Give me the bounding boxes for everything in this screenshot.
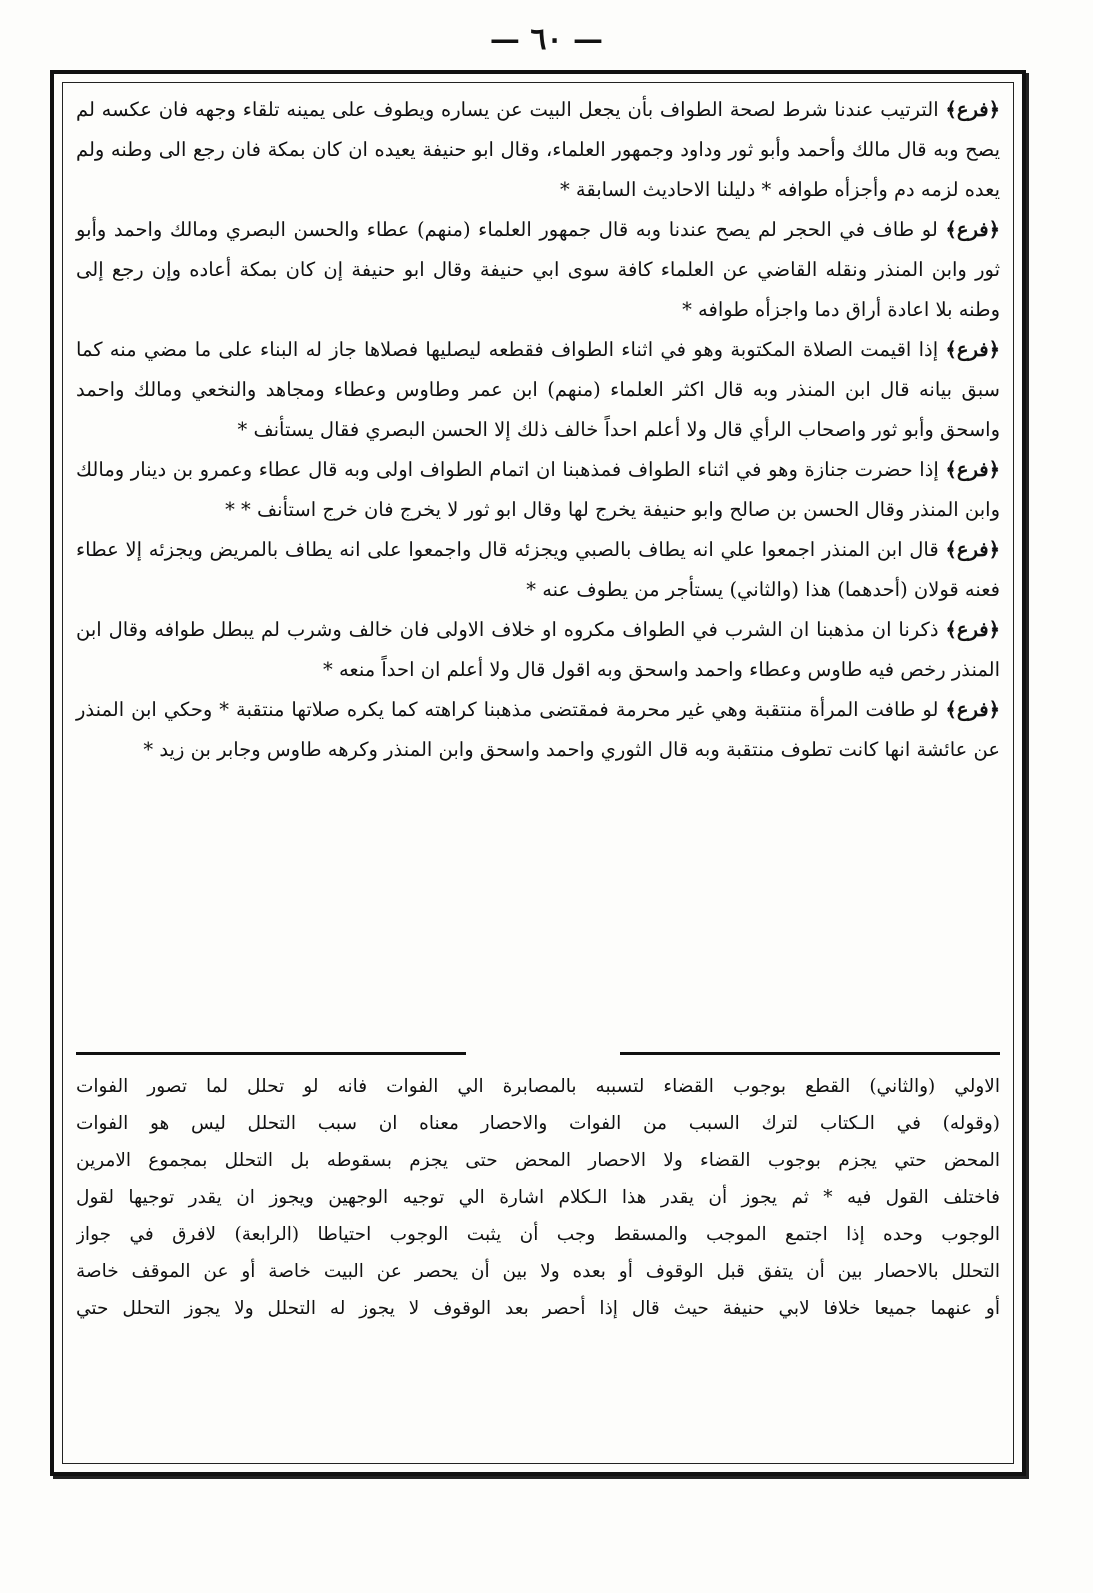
footnote-line: المحض حتي يجزم بوجوب القضاء ولا الاحصار المحض حتى يجزم بسقوطه بل التحلل بمجموع الامرين [76,1150,1000,1171]
paragraph-text: لو طافت المرأة منتقبة وهي غير محرمة فمقتضى مذهبنا كراهته كما يكره صلاتها منتقبة * وحكي ابن المنذر عن عائشة انها كانت تطوف منتقبة وبه قال الثوري واحمد واسحق وابن المنذر وكرهه طاوس وجابر بن زيد * [76,698,1000,761]
paragraph-text: لو طاف في الحجر لم يصح عندنا وبه قال جمهور العلماء (منهم) عطاء والحسن البصري ومالك واحمد وأبو ثور وابن المنذر ونقله القاضي عن العلماء كافة سوى ابي حنيفة وقال ابو حنيفة إن كان بمكة أعاده وإن رجع إلى وطنه بلا اعادة أراق دما واجزأه طوافه * [76,218,1000,321]
paragraph-label: ﴿فرع﴾ [945,338,1000,361]
paragraph-text: ذكرنا ان مذهبنا ان الشرب في الطواف مكروه او خلاف الاولى فان خالف وشرب لم يبطل طوافه وقال ابن المنذر رخص فيه طاوس وعطاء واحمد واسحق وبه اقول قال ولا أعلم ان احداً منعه * [76,618,1000,681]
main-text-body [76,90,1000,770]
paragraph-text: إذا حضرت جنازة وهو في اثناء الطواف فمذهبنا ان اتمام الطواف اولى وبه قال عطاء وعمرو بن دينار ومالك وابن المنذر وقال الحسن بن صالح وابو حنيفة يخرج لها وقال ابو ثور لا يخرج فان خرج استأنف * * [76,458,1000,521]
paragraph-far7 [76,690,1000,770]
separator-rule-left [76,1052,466,1055]
paragraph-label: ﴿فرع﴾ [945,538,1000,561]
text-frame [50,70,1026,1476]
paragraph-label: ﴿فرع﴾ [945,218,1000,241]
footnote-separator [76,1052,1000,1056]
paragraph-far5 [76,530,1000,610]
footnote-line: أو عنهما جميعا خلافا لابي حنيفة حيث قال إذا أحصر بعد الوقوف لا يجوز له التحلل ولا يجوز التحلل حتي [76,1298,1000,1319]
paragraph-text: الترتيب عندنا شرط لصحة الطواف بأن يجعل البيت عن يساره ويطوف على يمينه تلقاء وجهه فان عكسه لم يصح وبه قال مالك وأحمد وأبو ثور وداود وجمهور العلماء، وقال ابو حنيفة يعيده ان كان بمكة فان رجع الى وطنه ولم يعده لزمه دم وأجزأه طوافه * دليلنا الاحاديث السابقة * [76,98,1000,201]
footnote-line: (وقوله) في الـكتاب لترك السبب من الفوات والاحصار معناه ان سبب التحلل ليس هو الفوات [76,1113,1000,1134]
paragraph-far3 [76,330,1000,450]
footnote-line: التحلل بالاحصار بين أن يتفق قبل الوقوف أو بعده ولا بين أن يحصر عن البيت خاصة أو عن الموقف خاصة [76,1261,1000,1282]
page-number: — ٦٠ — [489,22,604,57]
footnote-line: الاولي (والثاني) القطع بوجوب القضاء لتسببه بالمصابرة الي الفوات فانه لو تحلل لما تصور الفوات [76,1076,1000,1097]
paragraph-far2 [76,210,1000,330]
paragraph-label: ﴿فرع﴾ [945,698,1000,721]
paragraph-far1 [76,90,1000,210]
paragraph-label: ﴿فرع﴾ [945,618,1000,641]
paragraph-far4 [76,450,1000,530]
footnote-commentary [76,1068,1000,1327]
paragraph-label: ﴿فرع﴾ [945,98,1000,121]
paragraph-text: إذا اقيمت الصلاة المكتوبة وهو في اثناء الطواف فقطعه ليصليها فصلاها جاز له البناء على ما مضي منه كما سبق بيانه قال ابن المنذر وبه قال اكثر العلماء (منهم) ابن عمر وطاوس وعطاء ومجاهد والنخعي ومالك واحمد واسحق وأبو ثور واصحاب الرأي قال ولا أعلم احداً خالف ذلك إلا الحسن البصري فقال يستأنف * [76,338,1000,441]
paragraph-label: ﴿فرع﴾ [945,458,1000,481]
paragraph-far6 [76,610,1000,690]
paragraph-text: قال ابن المنذر اجمعوا علي انه يطاف بالصبي ويجزئه قال واجمعوا على انه يطاف بالمريض ويجزئه إلا عطاء فعنه قولان (أحدهما) هذا (والثاني) يستأجر من يطوف عنه * [76,538,1000,601]
footnote-line: فاختلف القول فيه * ثم يجوز أن يقدر هذا الـكلام اشارة الي توجيه الوجهين ويجوز ان يقدر توجيها لقول [76,1187,1000,1208]
separator-rule-right [620,1052,1000,1055]
footnote-line: الوجوب وحده إذا اجتمع الموجب والمسقط وجب أن يثبت الوجوب احتياطا (الرابعة) لافرق في جواز [76,1224,1000,1245]
